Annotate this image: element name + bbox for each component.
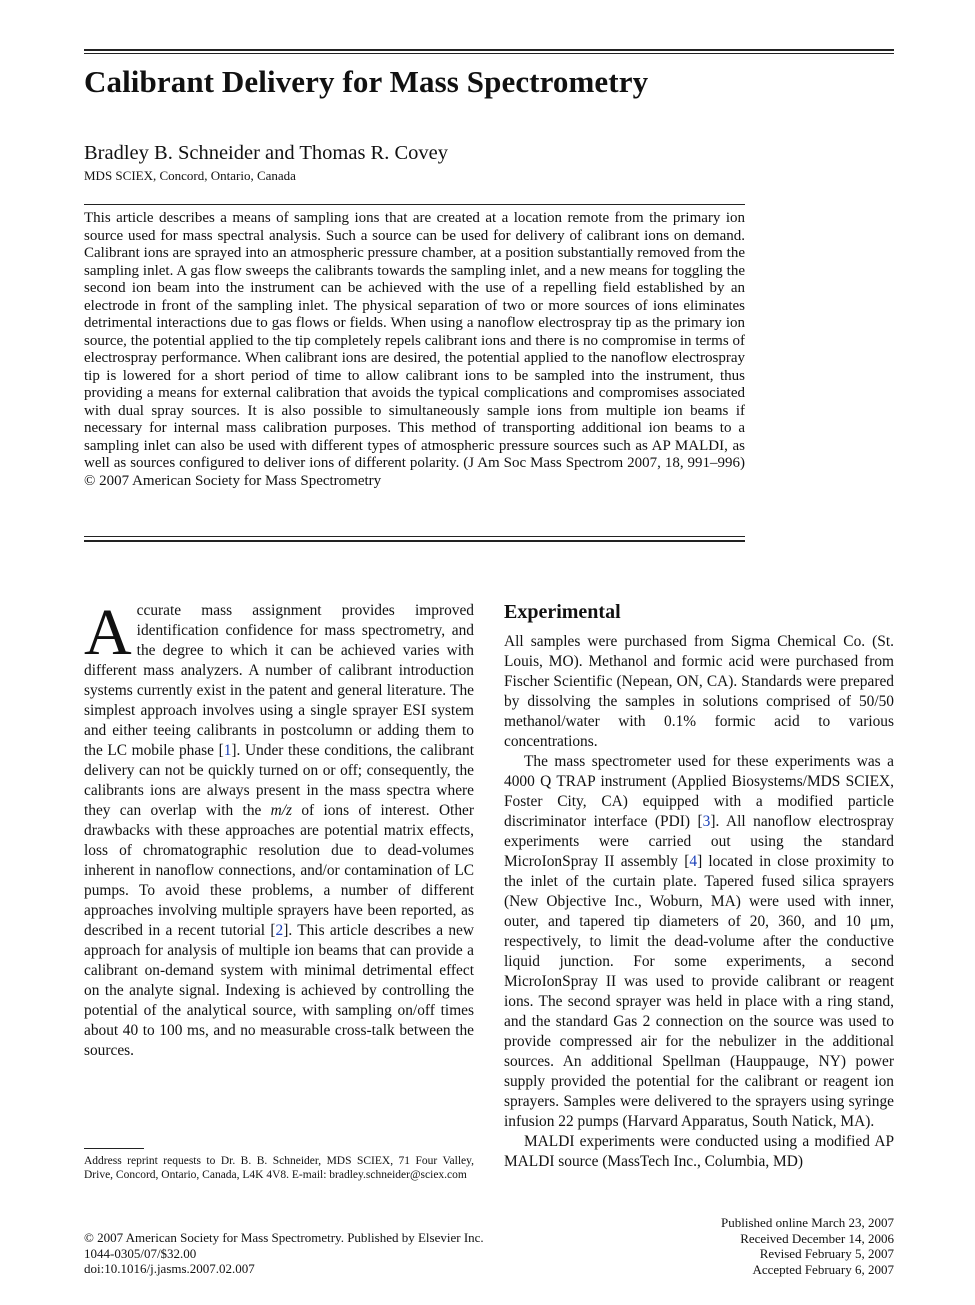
mz-symbol: m/z bbox=[270, 802, 293, 819]
exp-text-a: The mass spectrometer used for these experiments was a 4000 Q TRAP instrument (Applied Biosystems/MDS SCIEX, Foster City, CA) equipped with a modified particle discriminator interface (PDI) [ bbox=[504, 753, 894, 830]
experimental-paragraph-1: All samples were purchased from Sigma Chemical Co. (St. Louis, MO). Methanol and formic acid were purchased from Fischer Scientific (Nepean, ON, CA). Standards were prepared by dissolving the samples in solutions comprised of 50/50 methanol/water with 0.1% formic acid to various concentrations. bbox=[504, 633, 894, 750]
accepted-date: Accepted February 6, 2007 bbox=[752, 1261, 894, 1277]
intro-text-b: ]. Under these conditions, the calibrant delivery can not be quickly turned on or off; consequently, the calibrants ions are always present in the mass spectra where they can overlap with the bbox=[84, 742, 474, 819]
footer-left bbox=[84, 1230, 484, 1277]
drop-cap: A bbox=[84, 596, 132, 669]
intro-column bbox=[84, 596, 474, 1061]
intro-paragraph bbox=[84, 596, 474, 1061]
abstract-bottom-rule-thick bbox=[84, 540, 745, 542]
reference-link-4[interactable]: 4 bbox=[689, 853, 698, 870]
section-heading-experimental: Experimental bbox=[504, 601, 621, 623]
exp-text-b: ]. All nanoflow electrospray experiments were carried out using the standard MicroIonSpray II assembly [ bbox=[504, 813, 894, 870]
top-rule-thin bbox=[84, 53, 894, 54]
received-date: Received December 14, 2006 bbox=[740, 1230, 894, 1246]
footnote: Address reprint requests to Dr. B. B. Schneider, MDS SCIEX, 71 Four Valley, Drive, Concord, Ontario, Canada, L4K 4V8. E-mail: bradley.schneider@sciex.com bbox=[84, 1155, 474, 1181]
top-rule bbox=[84, 49, 894, 51]
experimental-column bbox=[504, 600, 894, 1172]
article-title: Calibrant Delivery for Mass Spectrometry bbox=[84, 64, 649, 99]
revised-date: Revised February 5, 2007 bbox=[759, 1246, 894, 1261]
abstract: This article describes a means of sampling ions that are created at a location remote from the primary ion source used for mass spectral analysis. Such a source can be used for delivery of calibrant ions on demand. Calibrant ions are sprayed into an atmospheric pressure chamber, at a position substantially removed from the sampling inlet. A gas flow sweeps the calibrants towards the sampling inlet, and a new means for toggling the second ion beam into the instrument can be achieved with the use of a repelling field established by an electrode in front of the sampling inlet. The physical separation of two or more sources of ions eliminates detrimental interactions due to gas flows or fields. When using a nanoflow electrospray tip as the primary ion source, the potential applied to the tip completely repels calibrant ions and there is no compromise in terms of electrospray performance. When calibrant ions are desired, the potential applied to the nanoflow electrospray tip is lowered for a short period of time to allow calibrant ions to be sampled into the instrument, thus providing a means for external calibration that avoids the typical complications and compromises associated with dual spray sources. It is also possible to simultaneously sample ions from multiple ion beams if necessary for internal mass calibration purposes. This method of transporting additional ion beams to a sampling inlet can also be used with different types of atmospheric pressure sources such as AP MALDI, as well as sources configured to deliver ions of different polarity. (J Am Soc Mass Spectrom 2007, 18, 991–996) © 2007 American Society for Mass Spectrometry bbox=[84, 210, 745, 489]
experimental-paragraph-2 bbox=[504, 752, 894, 1132]
abstract-bottom-rule bbox=[84, 536, 745, 537]
experimental-paragraph-3: MALDI experiments were conducted using a modified AP MALDI source (MassTech Inc., Columbia, MD) bbox=[504, 1133, 894, 1170]
reference-link-3[interactable]: 3 bbox=[702, 813, 711, 830]
abstract-top-rule bbox=[84, 204, 745, 205]
intro-text-d: ]. This article describes a new approach for analysis of multiple ion beams that can provide a calibrant on-demand system with minimal detrimental effect on the analyte signal. Indexing is achieved by controlling the potential of the analytical source, with sampling on/off times about 40 to 100 ms, and no measurable cross-talk between the sources. bbox=[84, 922, 474, 1059]
affiliation: MDS SCIEX, Concord, Ontario, Canada bbox=[84, 168, 296, 183]
footer-right bbox=[721, 1215, 894, 1277]
footnote-rule bbox=[84, 1148, 144, 1149]
issn-line: 1044-0305/07/$32.00 bbox=[84, 1245, 197, 1261]
copyright-line: © 2007 American Society for Mass Spectrometry. Published by Elsevier Inc. bbox=[84, 1230, 484, 1245]
reference-link-1[interactable]: 1 bbox=[223, 742, 232, 759]
exp-text-c: ] located in close proximity to the inlet of the curtain plate. Tapered fused silica sprayers (New Objective Inc., Woburn, MA) were used with inner, outer, and tapered tip diameters of 20, 360, and 10 μm, respectively, to limit the dead-volume after the conductive liquid junction. For some experiments, a second MicroIonSpray II was used to provide calibrant or reagent ions. The second sprayer was held in place with a ring stand, and the standard Gas 2 connection on the source was used to provide compressed air for the nebulizer in the additional sources. An additional Spellman (Hauppauge, NY) power supply provided the potential for the calibrant or reagent ion sprayers. Samples were delivered to the sprayers using syringe infusion 22 pumps (Harvard Apparatus, South Natick, MA). bbox=[504, 853, 894, 1130]
authors: Bradley B. Schneider and Thomas R. Covey bbox=[84, 142, 449, 164]
intro-text-a: ccurate mass assignment provides improved identification confidence for mass spectrometry, and the degree to which it can be achieved varies with different mass analyzers. A number of calibrant introduction systems currently exist in the patent and general literature. The simplest approach involves using a single sprayer ESI system and either teeing calibrants in postcolumn or adding them to the LC mobile phase [ bbox=[84, 602, 474, 759]
doi-line: doi:10.1016/j.jasms.2007.02.007 bbox=[84, 1261, 255, 1276]
intro-text-c: of ions of interest. Other drawbacks with these approaches are potential matrix effects, loss of chromatographic resolution due to dead-volumes inherent in nanoflow connections, and/or contamination of LC pumps. To avoid these problems, a number of different approaches involving multiple sprayers have been reported, as described in a recent tutorial [ bbox=[84, 802, 474, 939]
reference-link-2[interactable]: 2 bbox=[275, 922, 284, 939]
published-date: Published online March 23, 2007 bbox=[721, 1215, 894, 1230]
